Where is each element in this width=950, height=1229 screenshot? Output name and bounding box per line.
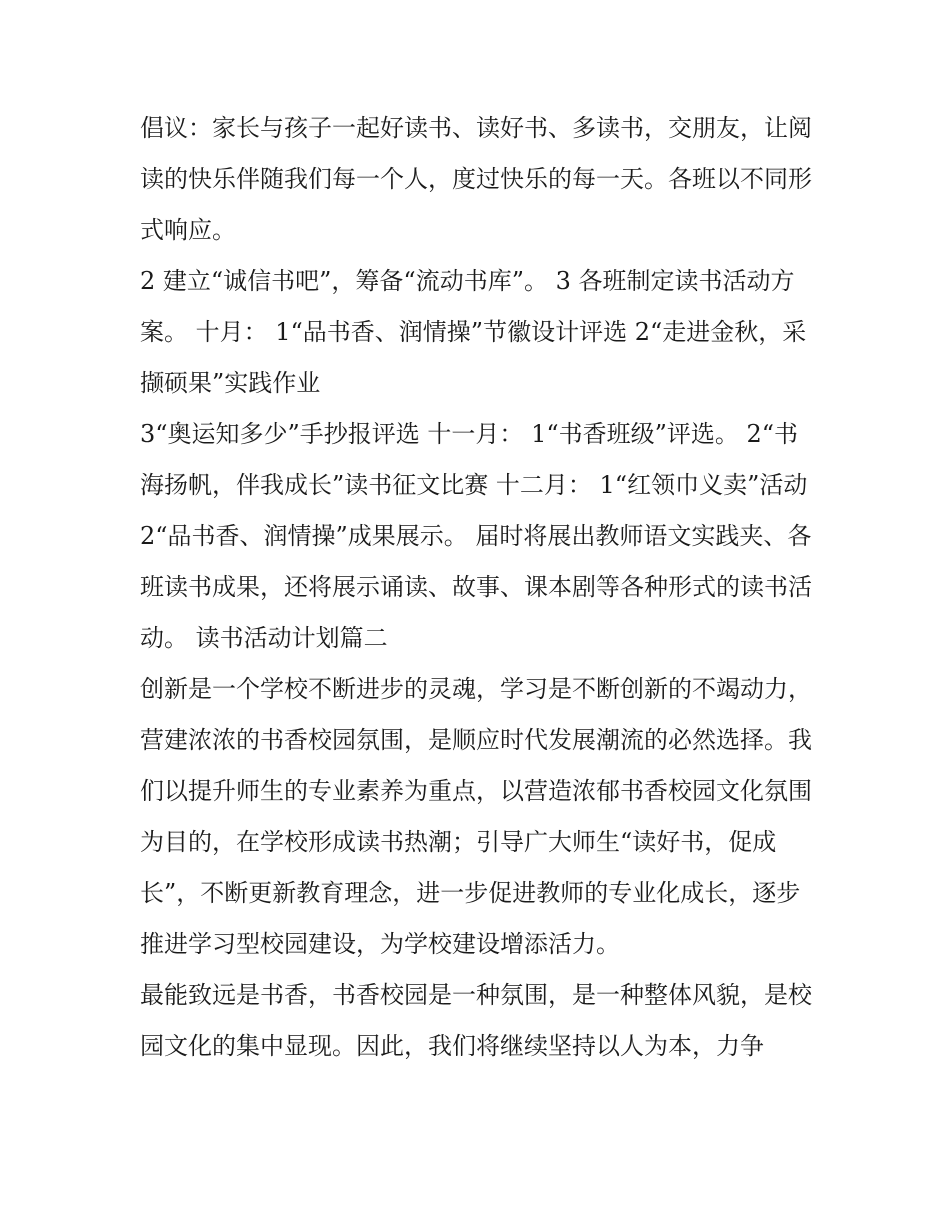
paragraph-results-exhibition: 2“品书香、润情操”成果展示。 届时将展出教师语文实践夹、各班读书成果，还将展示诵读、故事、课本剧等各种形式的读书活动。 读书活动计划篇二 [140, 522, 812, 652]
paragraph-scholarly-campus: 最能致远是书香，书香校园是一种氛围，是一种整体风貌，是校园文化的集中显现。因此，我们将继续坚持以人为本，力争 [140, 981, 812, 1060]
paragraph-november-december-plan: 3“奥运知多少”手抄报评选 十一月： 1“书香班级”评选。 2“书海扬帆，伴我成长”读书征文比赛 十二月： 1“红领巾义卖”活动 [140, 420, 808, 499]
paragraph-october-plan: 2 建立“诚信书吧”，筹备“流动书库”。 3 各班制定读书活动方案。 十月： 1“品书香、润情操”节徽设计评选 2“走进金秋，采撷硕果”实践作业 [140, 267, 807, 397]
paragraph-innovation: 创新是一个学校不断进步的灵魂，学习是不断创新的不竭动力，营建浓浓的书香校园氛围，是顺应时代发展潮流的必然选择。我们以提升师生的专业素养为重点，以营造浓郁书香校园文化氛围为目的，在学校形成读书热潮；引导广大师生“读好书，促成长”，不断更新教育理念，进一步促进教师的专业化成长，逐步推进学习型校园建设，为学校建设增添活力。 [140, 675, 812, 958]
paragraph-initiative: 倡议：家长与孩子一起好读书、读好书、多读书，交朋友，让阅读的快乐伴随我们每一个人，度过快乐的每一天。各班以不同形式响应。 [140, 114, 812, 244]
document-body [140, 103, 820, 1072]
